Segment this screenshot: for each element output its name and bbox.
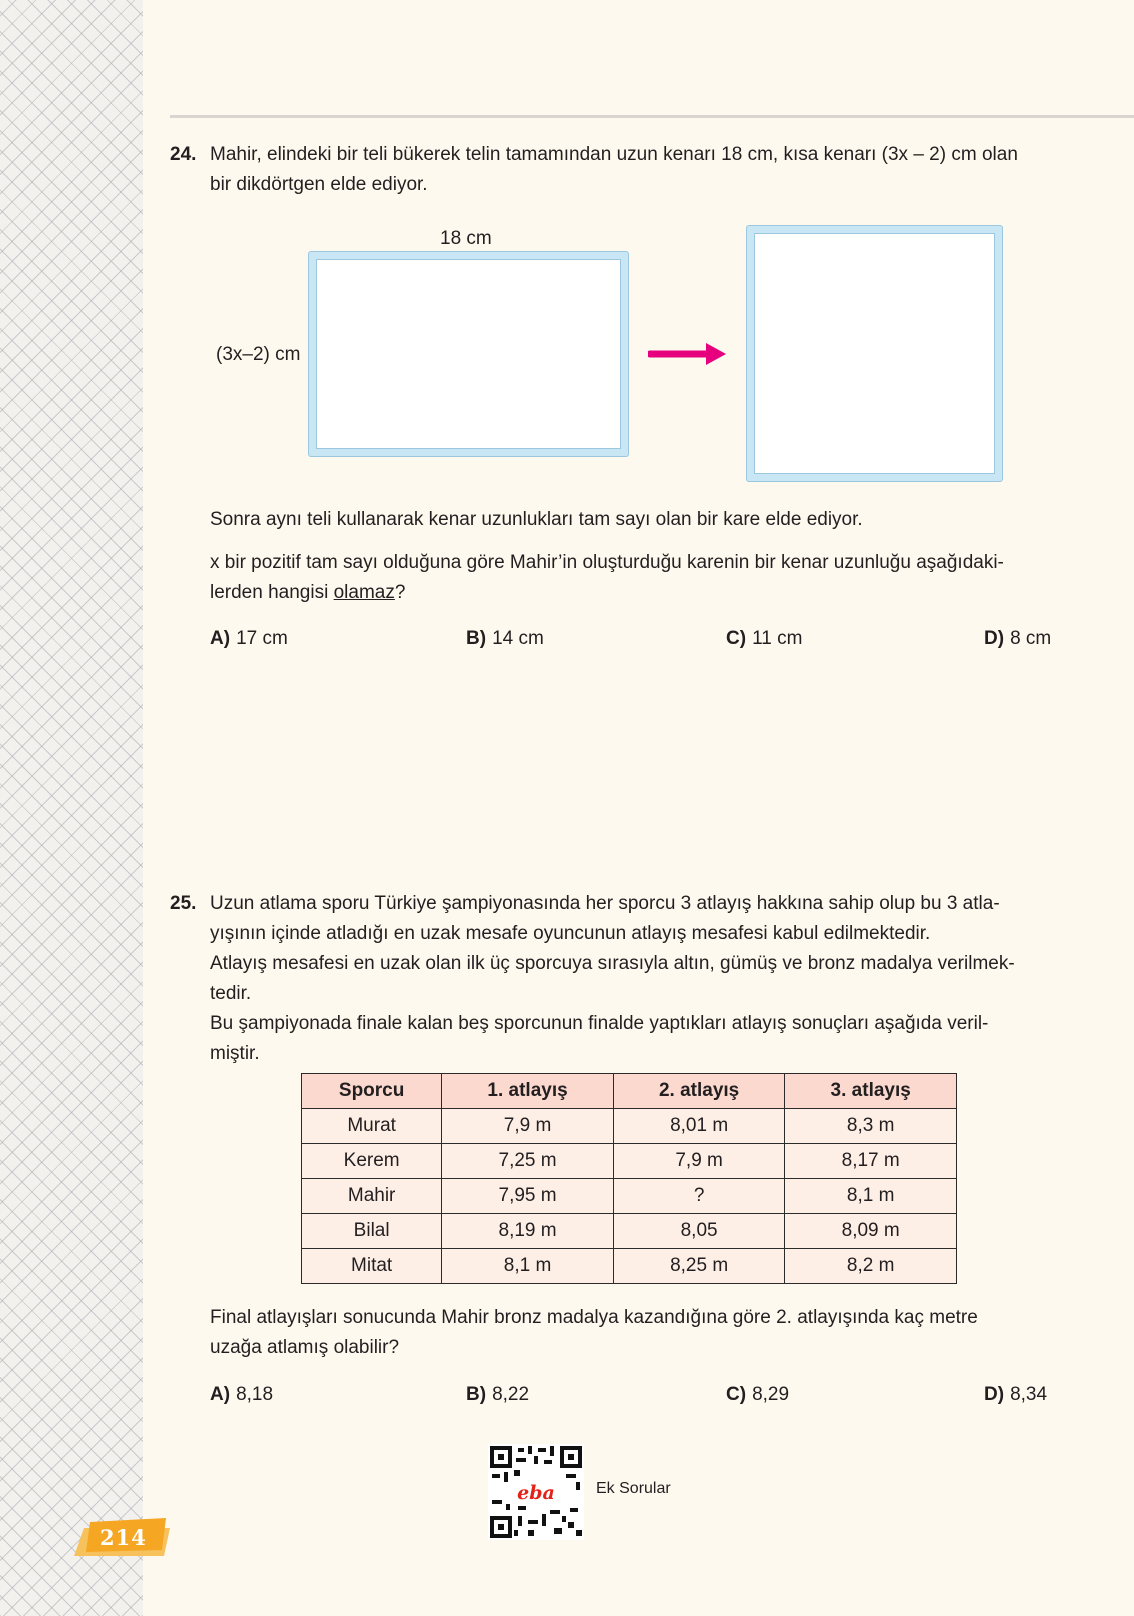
table-header-row	[302, 1074, 957, 1109]
table-row	[302, 1109, 957, 1144]
q25-option-d[interactable]: D) 8,34	[984, 1384, 1048, 1405]
table-cell: 8,1 m	[442, 1249, 614, 1284]
table-header: 2. atlayış	[613, 1074, 785, 1109]
q24-number: 24.	[170, 144, 197, 165]
table-row	[302, 1144, 957, 1179]
table-cell: 8,1 m	[785, 1179, 957, 1214]
table-cell: 8,09 m	[785, 1214, 957, 1249]
table-cell: 8,2 m	[785, 1249, 957, 1284]
side-pattern	[0, 0, 143, 1616]
qr-code-icon[interactable]	[488, 1444, 584, 1540]
table-cell: 8,3 m	[785, 1109, 957, 1144]
table-header: 1. atlayış	[442, 1074, 614, 1109]
table-cell: 8,05	[613, 1214, 785, 1249]
wire-square	[747, 226, 1002, 481]
table-cell: 7,25 m	[442, 1144, 614, 1179]
emphasis-olamaz: olamaz	[333, 582, 395, 603]
q24-stem-line1: Mahir, elindeki bir teli bükerek telin tamamından uzun kenarı 18 cm, kısa kenarı (3x – 2) cm olan	[210, 144, 1018, 165]
table-header: Sporcu	[302, 1074, 442, 1109]
table-cell: Bilal	[302, 1214, 442, 1249]
eba-logo: eba	[517, 1482, 555, 1504]
q25-option-c[interactable]: C) 8,29	[726, 1384, 790, 1405]
q25-question-line2: uzağa atlamış olabilir?	[210, 1337, 400, 1358]
table-cell: Kerem	[302, 1144, 442, 1179]
q24-option-b[interactable]: B) 14 cm	[466, 628, 544, 649]
wire-rectangle	[309, 252, 628, 456]
q25-question-line1: Final atlayışları sonucunda Mahir bronz madalya kazandığına göre 2. atlayışında kaç metre	[210, 1307, 978, 1328]
table-cell: 8,25 m	[613, 1249, 785, 1284]
table-header: 3. atlayış	[785, 1074, 957, 1109]
q25-line1: Uzun atlama sporu Türkiye şampiyonasında her sporcu 3 atlayış hakkına sahip olup bu 3 atla-	[210, 893, 1000, 914]
table-row	[302, 1179, 957, 1214]
table-row	[302, 1214, 957, 1249]
q25-number: 25.	[170, 893, 197, 914]
q24-option-d[interactable]: D) 8 cm	[984, 628, 1052, 649]
rectangle-top-label: 18 cm	[440, 228, 492, 249]
right-arrow-icon	[648, 340, 730, 368]
table-cell: 7,9 m	[442, 1109, 614, 1144]
qr-label: Ek Sorular	[596, 1480, 671, 1497]
table-cell: 8,19 m	[442, 1214, 614, 1249]
q25-line2: yışının içinde atladığı en uzak mesafe oyuncunun atlayış mesafesi kabul edilmektedir.	[210, 923, 931, 944]
table-cell: 7,9 m	[613, 1144, 785, 1179]
table-cell: Murat	[302, 1109, 442, 1144]
table-cell: Mahir	[302, 1179, 442, 1214]
q25-option-a[interactable]: A) 8,18	[210, 1384, 274, 1405]
q25-line6: miştir.	[210, 1043, 260, 1064]
table-cell: 7,95 m	[442, 1179, 614, 1214]
table-cell: 8,01 m	[613, 1109, 785, 1144]
rectangle-side-label: (3x–2) cm	[216, 344, 301, 365]
q24-para2-line2: lerden hangisi olamaz?	[210, 582, 406, 603]
top-divider	[170, 115, 1134, 118]
q24-para1: Sonra aynı teli kullanarak kenar uzunlukları tam sayı olan bir kare elde ediyor.	[210, 509, 863, 530]
table-cell: Mitat	[302, 1249, 442, 1284]
page-number: 214	[100, 1525, 147, 1550]
table-cell: 8,17 m	[785, 1144, 957, 1179]
table-row	[302, 1249, 957, 1284]
q25-line5: Bu şampiyonada finale kalan beş sporcunun finalde yaptıkları atlayış sonuçları aşağıda veril-	[210, 1013, 989, 1034]
q24-option-c[interactable]: C) 11 cm	[726, 628, 803, 649]
q25-line4: tedir.	[210, 983, 252, 1004]
q24-option-a[interactable]: A) 17 cm	[210, 628, 288, 649]
q24-para2-line1: x bir pozitif tam sayı olduğuna göre Mahir’in oluşturduğu karenin bir kenar uzunluğu aşağıdaki-	[210, 552, 1004, 573]
q25-option-b[interactable]: B) 8,22	[466, 1384, 530, 1405]
table-cell: ?	[613, 1179, 785, 1214]
q24-stem-line2: bir dikdörtgen elde ediyor.	[210, 174, 428, 195]
q25-line3: Atlayış mesafesi en uzak olan ilk üç sporcuya sırasıyla altın, gümüş ve bronz madalya verilmek-	[210, 953, 1015, 974]
results-table	[301, 1073, 957, 1284]
